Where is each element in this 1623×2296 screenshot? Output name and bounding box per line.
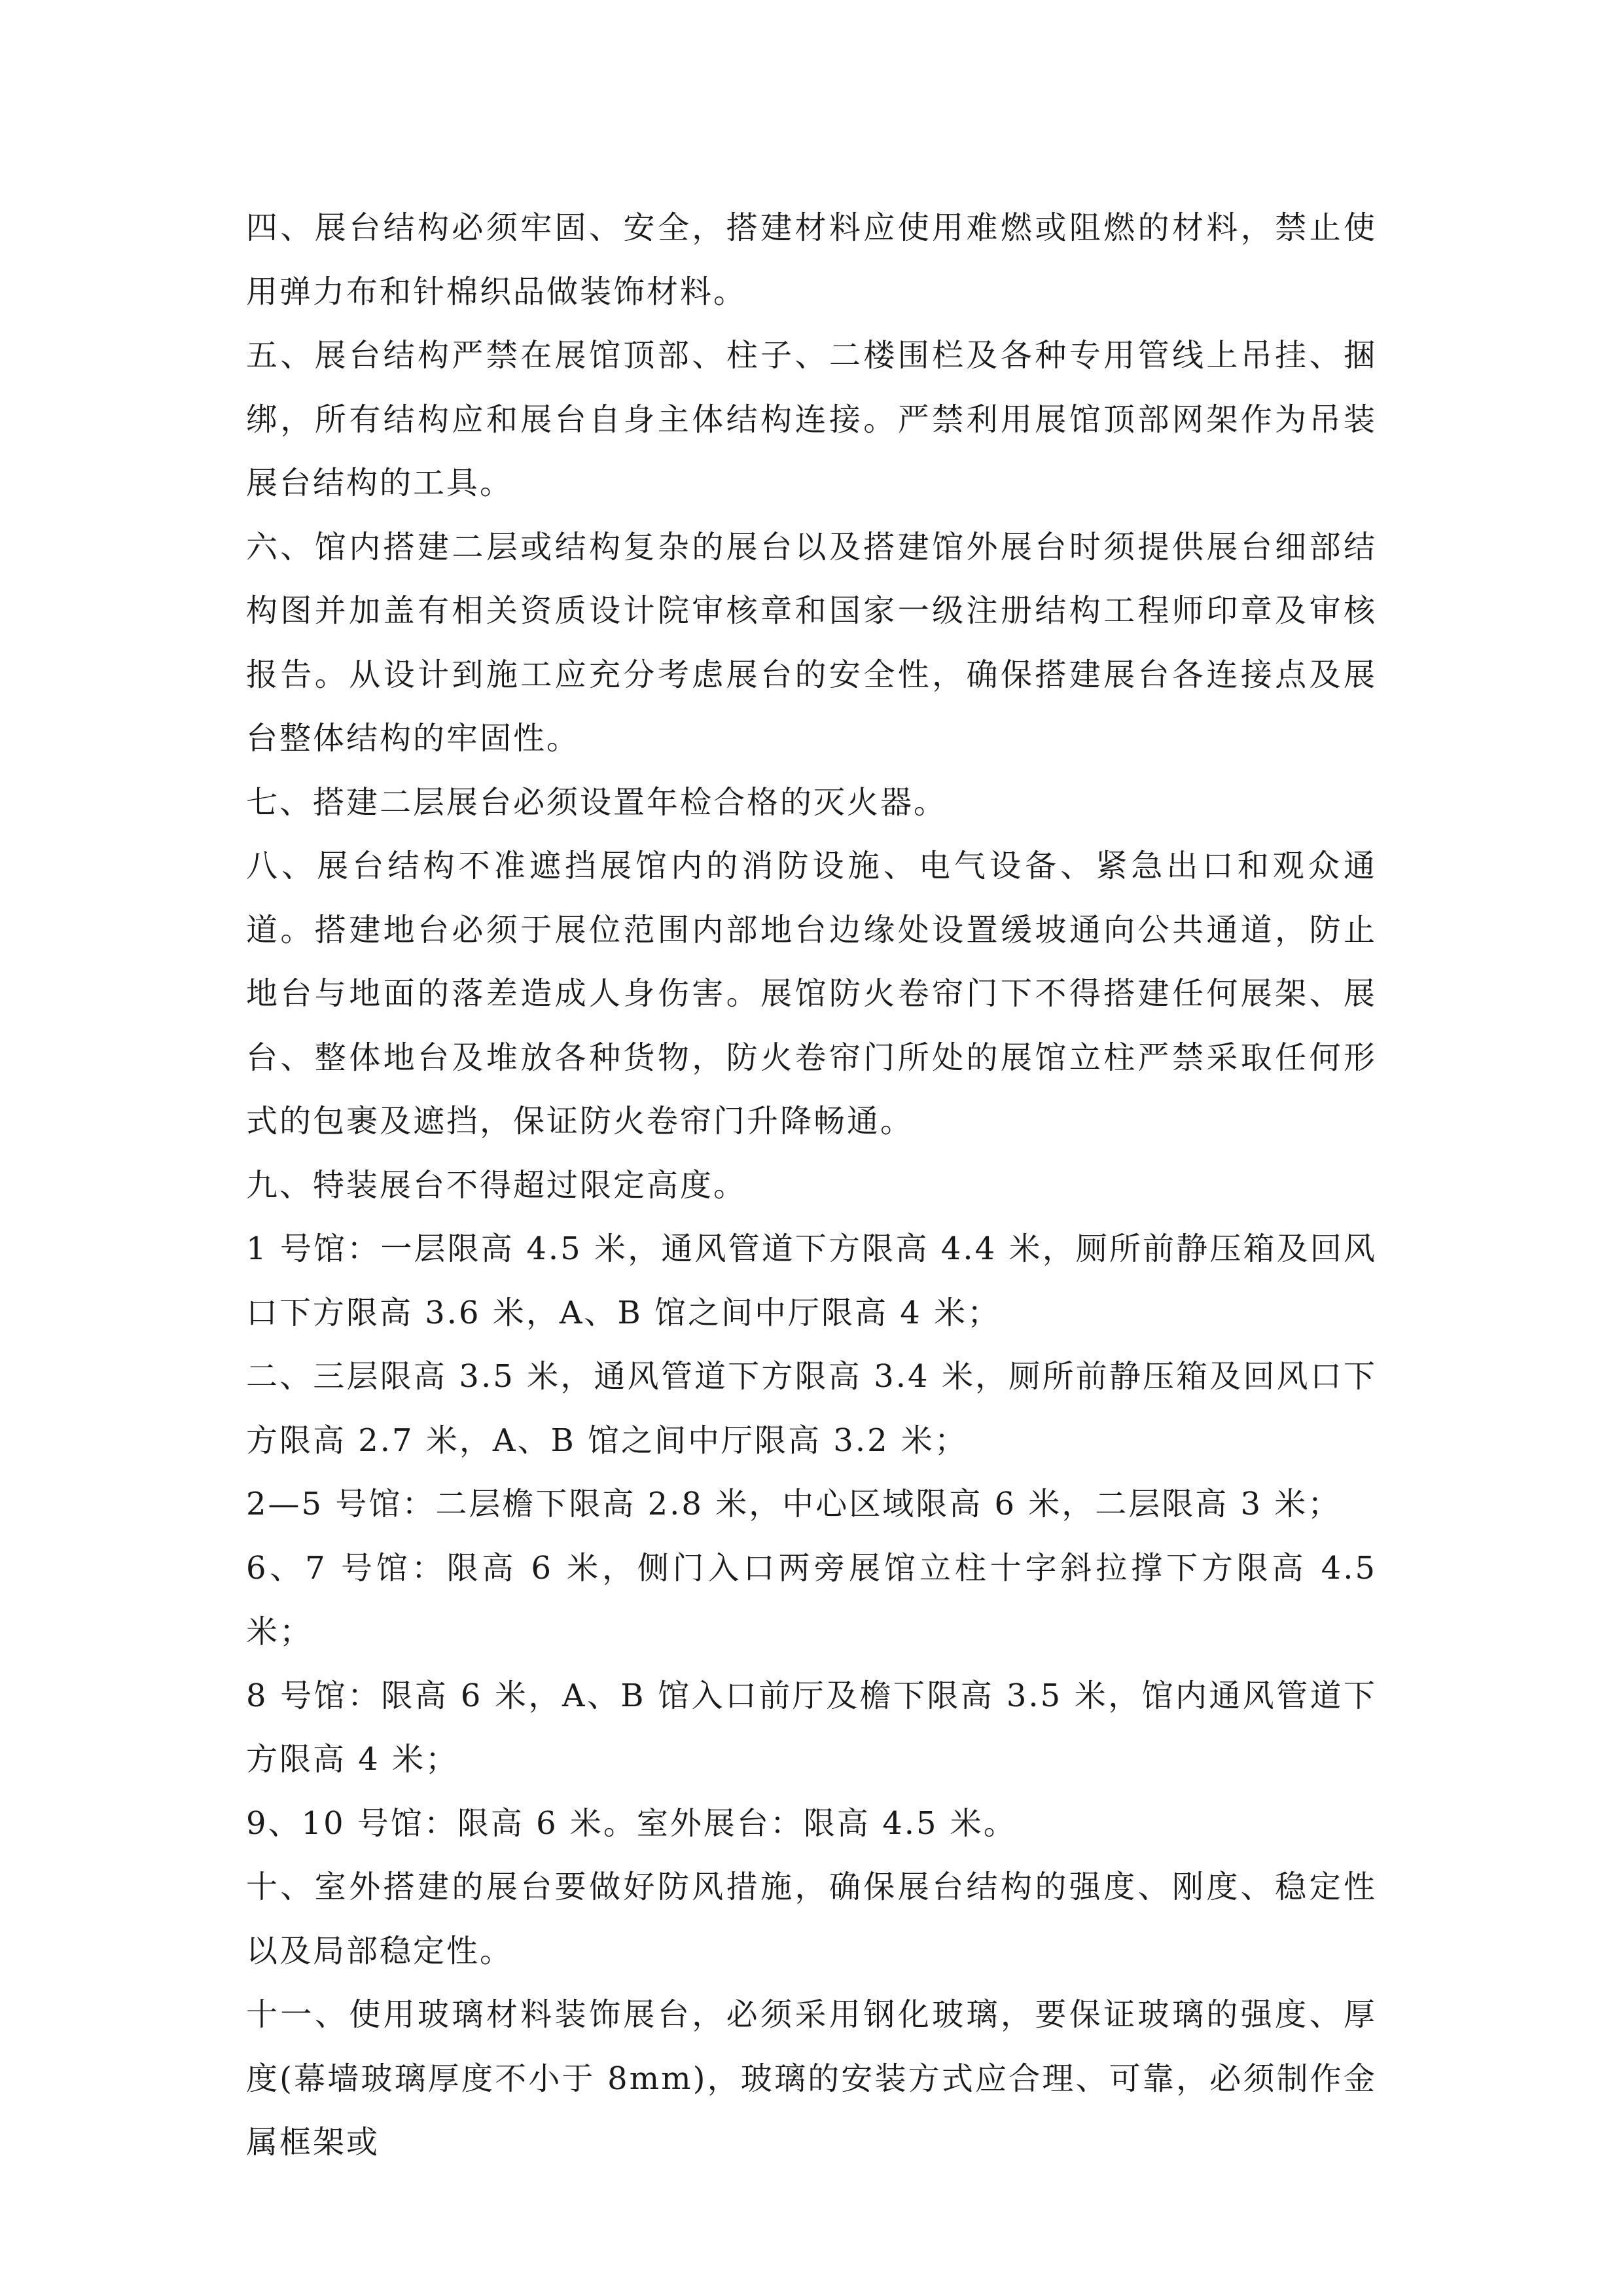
height-limit-hall-8: 8 号馆：限高 6 米，A、B 馆入口前厅及檐下限高 3.5 米，馆内通风管道下方限高 4 米； xyxy=(246,1677,1377,1778)
height-limit-hall-1-floors-2-3: 二、三层限高 3.5 米，通风管道下方限高 3.4 米，厕所前静压箱及回风口下方限高 2.7 米，A、B 馆之间中厅限高 3.2 米； xyxy=(246,1358,1377,1459)
paragraph-9-height-limit: 九、特装展台不得超过限定高度。 xyxy=(246,1166,747,1204)
paragraph-7-fire-extinguisher: 七、搭建二层展台必须设置年检合格的灭火器。 xyxy=(246,783,948,821)
paragraph-4-structure-materials: 四、展台结构必须牢固、安全，搭建材料应使用难燃或阻燃的材料，禁止使用弹力布和针棉织品做装饰材料。 xyxy=(246,209,1377,310)
height-limit-halls-6-7: 6、7 号馆：限高 6 米，侧门入口两旁展馆立柱十字斜拉撑下方限高 4.5 米； xyxy=(246,1549,1377,1650)
height-limit-halls-2-5: 2—5 号馆：二层檐下限高 2.8 米，中心区域限高 6 米，二层限高 3 米； xyxy=(246,1486,1342,1522)
paragraph-5-hanging-prohibited: 五、展台结构严禁在展馆顶部、柱子、二楼围栏及各种专用管线上吊挂、捆绑，所有结构应和展台自身主体结构连接。严禁利用展馆顶部网架作为吊装展台结构的工具。 xyxy=(246,337,1377,501)
height-limit-hall-1: 1 号馆：一层限高 4.5 米，通风管道下方限高 4.4 米，厕所前静压箱及回风口下方限高 3.6 米，A、B 馆之间中厅限高 4 米； xyxy=(246,1230,1377,1331)
paragraph-11-glass-materials: 十一、使用玻璃材料装饰展台，必须采用钢化玻璃，要保证玻璃的强度、厚度(幕墙玻璃厚度不小于 8mm)，玻璃的安装方式应合理、可靠，必须制作金属框架或 xyxy=(246,1996,1377,2161)
paragraph-6-structure-drawings: 六、馆内搭建二层或结构复杂的展台以及搭建馆外展台时须提供展台细部结构图并加盖有相关资质设计院审核章和国家一级注册结构工程师印章及审核报告。从设计到施工应充分考虑展台的安全性，确保搭建展台各连接点及展台整体结构的牢固性。 xyxy=(246,528,1377,757)
paragraph-8-no-blocking: 八、展台结构不准遮挡展馆内的消防设施、电气设备、紧急出口和观众通道。搭建地台必须于展位范围内部地台边缘处设置缓坡通向公共通道，防止地台与地面的落差造成人身伤害。展馆防火卷帘门下不得搭建任何展架、展台、整体地台及堆放各种货物，防火卷帘门所处的展馆立柱严禁采取任何形式的包裹及遮挡，保证防火卷帘门升降畅通。 xyxy=(246,848,1377,1139)
height-limit-halls-9-10-outdoor: 9、10 号馆：限高 6 米。室外展台：限高 4.5 米。 xyxy=(246,1804,1017,1842)
paragraph-10-wind-protection: 十、室外搭建的展台要做好防风措施，确保展台结构的强度、刚度、稳定性以及局部稳定性。 xyxy=(246,1869,1377,1969)
document-body xyxy=(246,196,1377,2175)
